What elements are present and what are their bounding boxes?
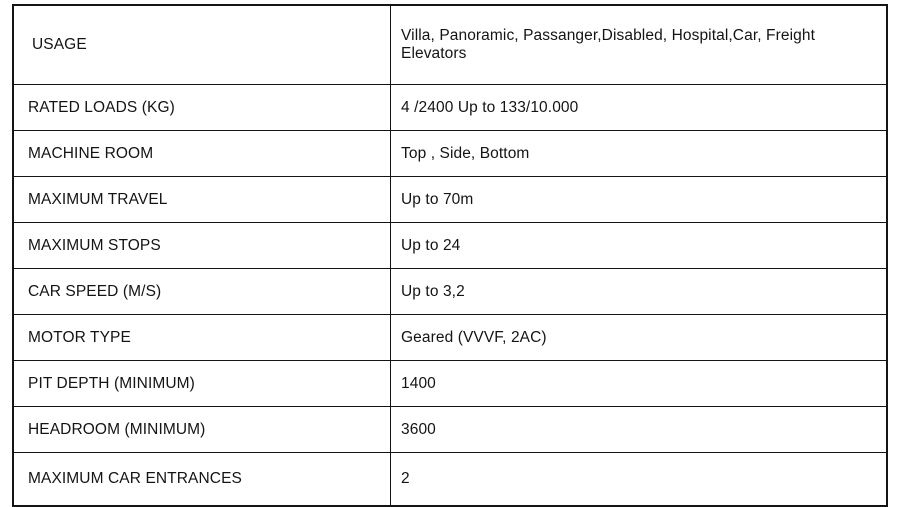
spec-value: 4 /2400 Up to 133/10.000 [391,85,888,131]
table-row [13,177,887,223]
table-row [13,223,887,269]
table-row [13,453,887,507]
table-row [13,269,887,315]
spec-label: MAXIMUM STOPS [13,223,391,269]
spec-value: Up to 70m [391,177,888,223]
spec-label: MAXIMUM TRAVEL [13,177,391,223]
table-row [13,361,887,407]
spec-label: RATED LOADS (KG) [13,85,391,131]
spec-label: MOTOR TYPE [13,315,391,361]
spec-value: Villa, Panoramic, Passanger,Disabled, Hospital,Car, Freight Elevators [391,5,888,85]
spec-label: MAXIMUM CAR ENTRANCES [13,453,391,507]
spec-value: 2 [391,453,888,507]
table-row [13,131,887,177]
spec-label: MACHINE ROOM [13,131,391,177]
specification-table-body [13,5,887,506]
table-row [13,315,887,361]
spec-value: Up to 3,2 [391,269,888,315]
table-row [13,85,887,131]
spec-label: PIT DEPTH (MINIMUM) [13,361,391,407]
table-row [13,407,887,453]
spec-label: CAR SPEED (M/S) [13,269,391,315]
spec-value: 3600 [391,407,888,453]
spec-value: Geared (VVVF, 2AC) [391,315,888,361]
spec-value: 1400 [391,361,888,407]
spec-value: Top , Side, Bottom [391,131,888,177]
table-row [13,5,887,85]
specification-table [12,4,888,507]
spec-label: USAGE [13,5,391,85]
spec-value: Up to 24 [391,223,888,269]
spec-label: HEADROOM (MINIMUM) [13,407,391,453]
